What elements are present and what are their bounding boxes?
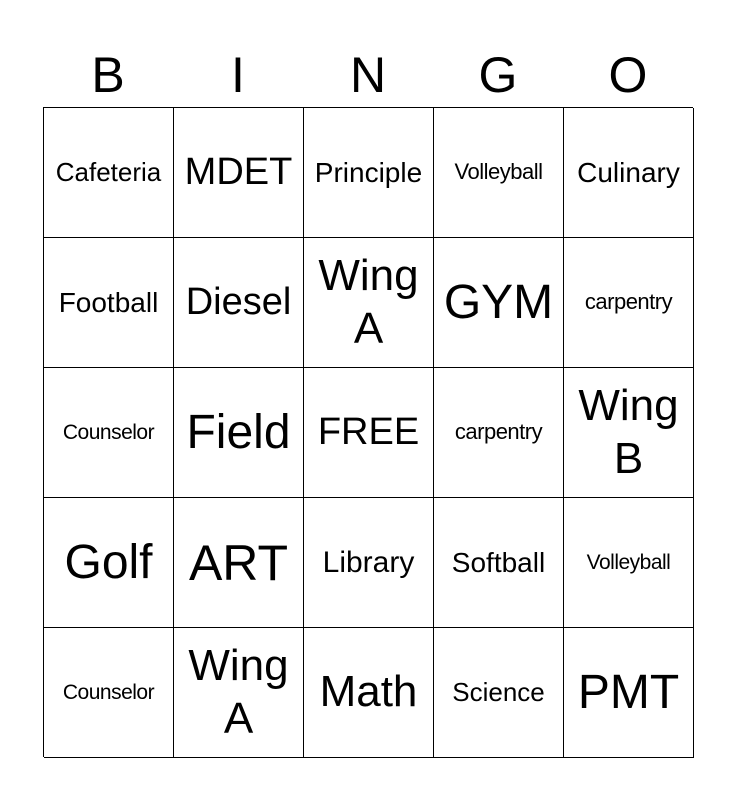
cell-text: Science [452, 676, 545, 707]
cell-text: Counselor [62, 420, 155, 444]
bingo-cell[interactable] [304, 108, 434, 238]
cell-text: Field [186, 405, 291, 459]
bingo-cell[interactable] [174, 628, 304, 758]
bingo-cell[interactable] [434, 238, 564, 368]
cell-text: carpentry [454, 419, 543, 445]
bingo-cell[interactable] [564, 498, 694, 628]
bingo-cell[interactable] [434, 498, 564, 628]
cell-text: Golf [64, 535, 153, 589]
bingo-cell[interactable] [174, 238, 304, 368]
bingo-cell[interactable] [44, 498, 174, 628]
cell-text: Volleyball [586, 550, 671, 574]
cell-text: carpentry [584, 289, 673, 315]
bingo-cell[interactable] [434, 368, 564, 498]
bingo-cell[interactable] [174, 108, 304, 238]
bingo-cell[interactable] [434, 108, 564, 238]
cell-text: Wing B [578, 380, 679, 483]
bingo-cell[interactable] [44, 628, 174, 758]
header-letter-b: B [91, 47, 125, 103]
free-space-cell[interactable] [304, 368, 434, 498]
cell-text: PMT [577, 665, 680, 719]
cell-text: GYM [443, 275, 554, 329]
cell-text: Wing A [188, 640, 289, 743]
cell-text: Math [319, 667, 418, 717]
cell-text: MDET [184, 150, 293, 193]
bingo-header [43, 44, 693, 106]
cell-text: Library [322, 545, 415, 579]
bingo-cell[interactable] [174, 368, 304, 498]
cell-text: Softball [451, 546, 546, 578]
bingo-cell[interactable] [564, 368, 694, 498]
cell-text: Volleyball [454, 159, 543, 185]
bingo-cell[interactable] [44, 238, 174, 368]
bingo-cell[interactable] [564, 108, 694, 238]
bingo-cell[interactable] [434, 628, 564, 758]
bingo-cell[interactable] [564, 238, 694, 368]
cell-text: FREE [317, 410, 420, 453]
bingo-board [43, 107, 693, 757]
cell-text: Culinary [577, 156, 680, 188]
bingo-cell[interactable] [174, 498, 304, 628]
header-letter-o: O [608, 47, 648, 103]
header-letter-n: N [349, 47, 387, 103]
header-letter-i: I [231, 47, 245, 103]
cell-text: Cafeteria [55, 156, 162, 187]
bingo-cell[interactable] [304, 238, 434, 368]
cell-text: Counselor [62, 680, 155, 704]
bingo-cell[interactable] [304, 628, 434, 758]
cell-text: Diesel [185, 280, 292, 323]
bingo-cell[interactable] [44, 368, 174, 498]
cell-text: Principle [314, 156, 423, 188]
bingo-cell[interactable] [304, 498, 434, 628]
header-letter-g: G [478, 47, 518, 103]
bingo-cell[interactable] [564, 628, 694, 758]
cell-text: Football [58, 286, 159, 318]
bingo-cell[interactable] [44, 108, 174, 238]
cell-text: ART [188, 534, 289, 591]
cell-text: Wing A [318, 250, 419, 353]
